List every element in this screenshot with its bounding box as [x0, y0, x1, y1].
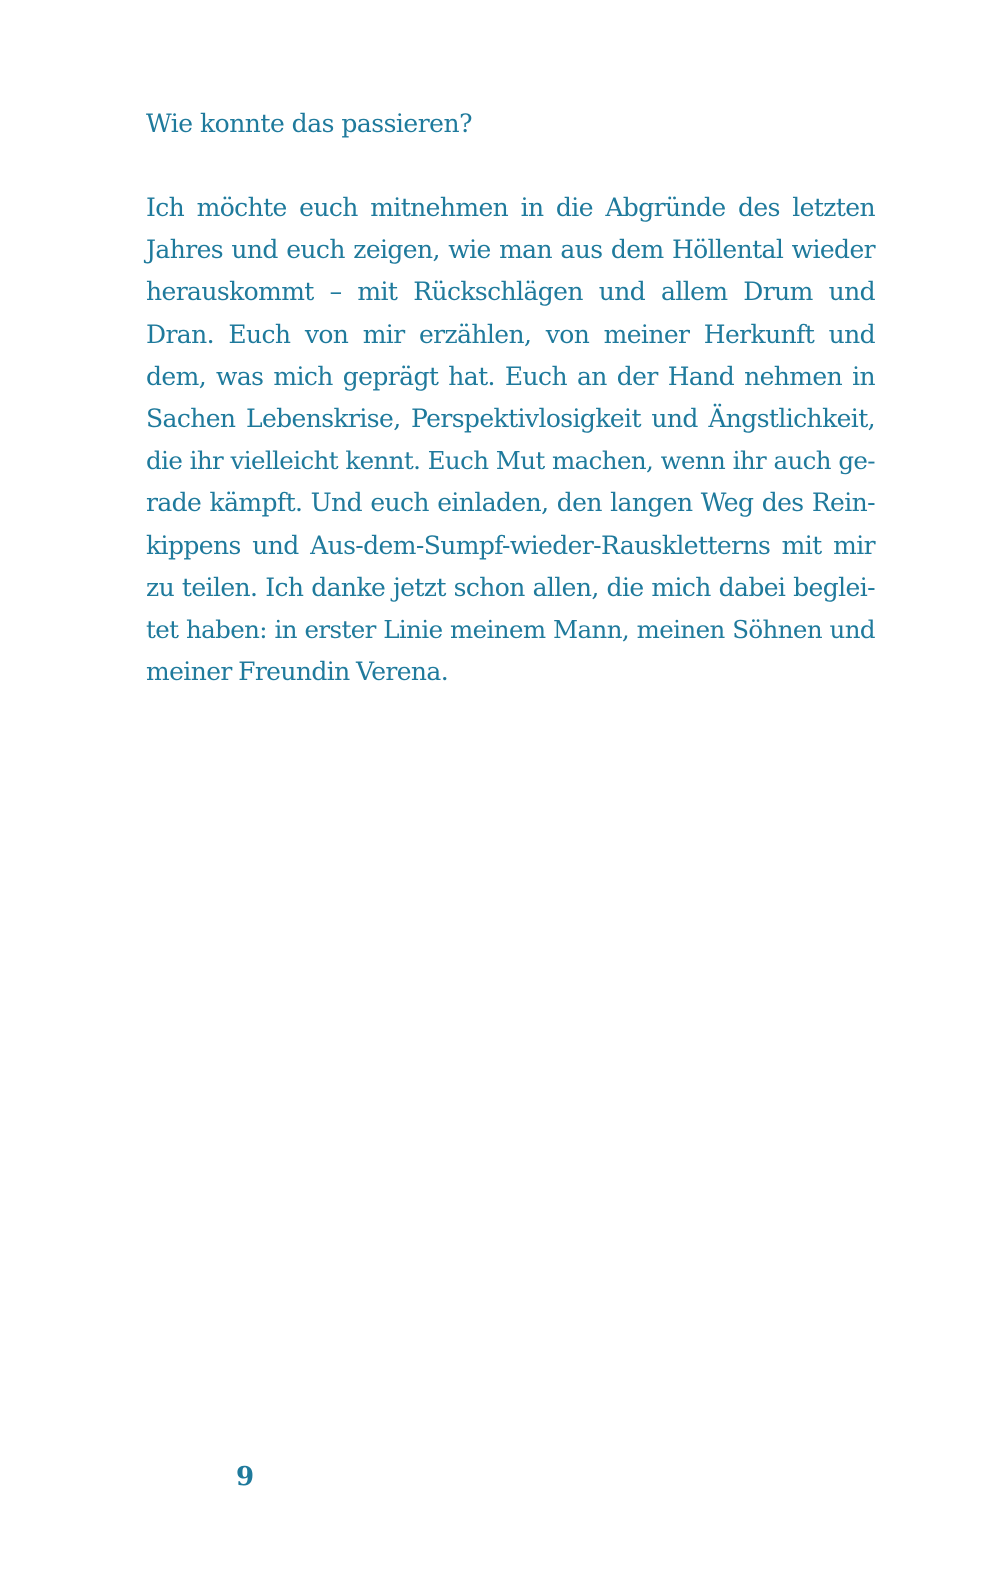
paragraph-line: herauskommt – mit Rückschlägen und allem Drum und — [146, 277, 875, 307]
text-block — [146, 103, 875, 693]
paragraph-line: kippens und Aus-dem-Sumpf-wieder-Rauskletterns mit mir — [146, 530, 875, 560]
paragraph-line: Dran. Euch von mir erzählen, von meiner Herkunft und — [146, 319, 875, 349]
page-number: 9 — [236, 1462, 255, 1492]
paragraph-line: zu teilen. Ich danke jetzt schon allen, die mich dabei beglei- — [146, 572, 875, 602]
paragraph-line: Ich möchte euch mitnehmen in die Abgründe des letzten — [146, 193, 875, 222]
paragraph-line: tet haben: in erster Linie meinem Mann, meinen Söhnen und — [146, 614, 875, 644]
paragraph-line: Jahres und euch zeigen, wie man aus dem Höllental wieder — [146, 235, 875, 265]
question-line: Wie konnte das passieren? — [146, 109, 472, 138]
paragraph-line: rade kämpft. Und euch einladen, den langen Weg des Rein- — [146, 488, 875, 518]
body-paragraph — [146, 187, 875, 693]
paragraph-line: meiner Freundin Verena. — [146, 657, 449, 687]
paragraph-line: Sachen Lebenskrise, Perspektivlosigkeit und Ängstlichkeit, — [146, 403, 875, 433]
paragraph-line: die ihr vielleicht kennt. Euch Mut machen, wenn ihr auch ge- — [146, 446, 875, 476]
paragraph-line: dem, was mich geprägt hat. Euch an der Hand nehmen in — [146, 361, 875, 391]
